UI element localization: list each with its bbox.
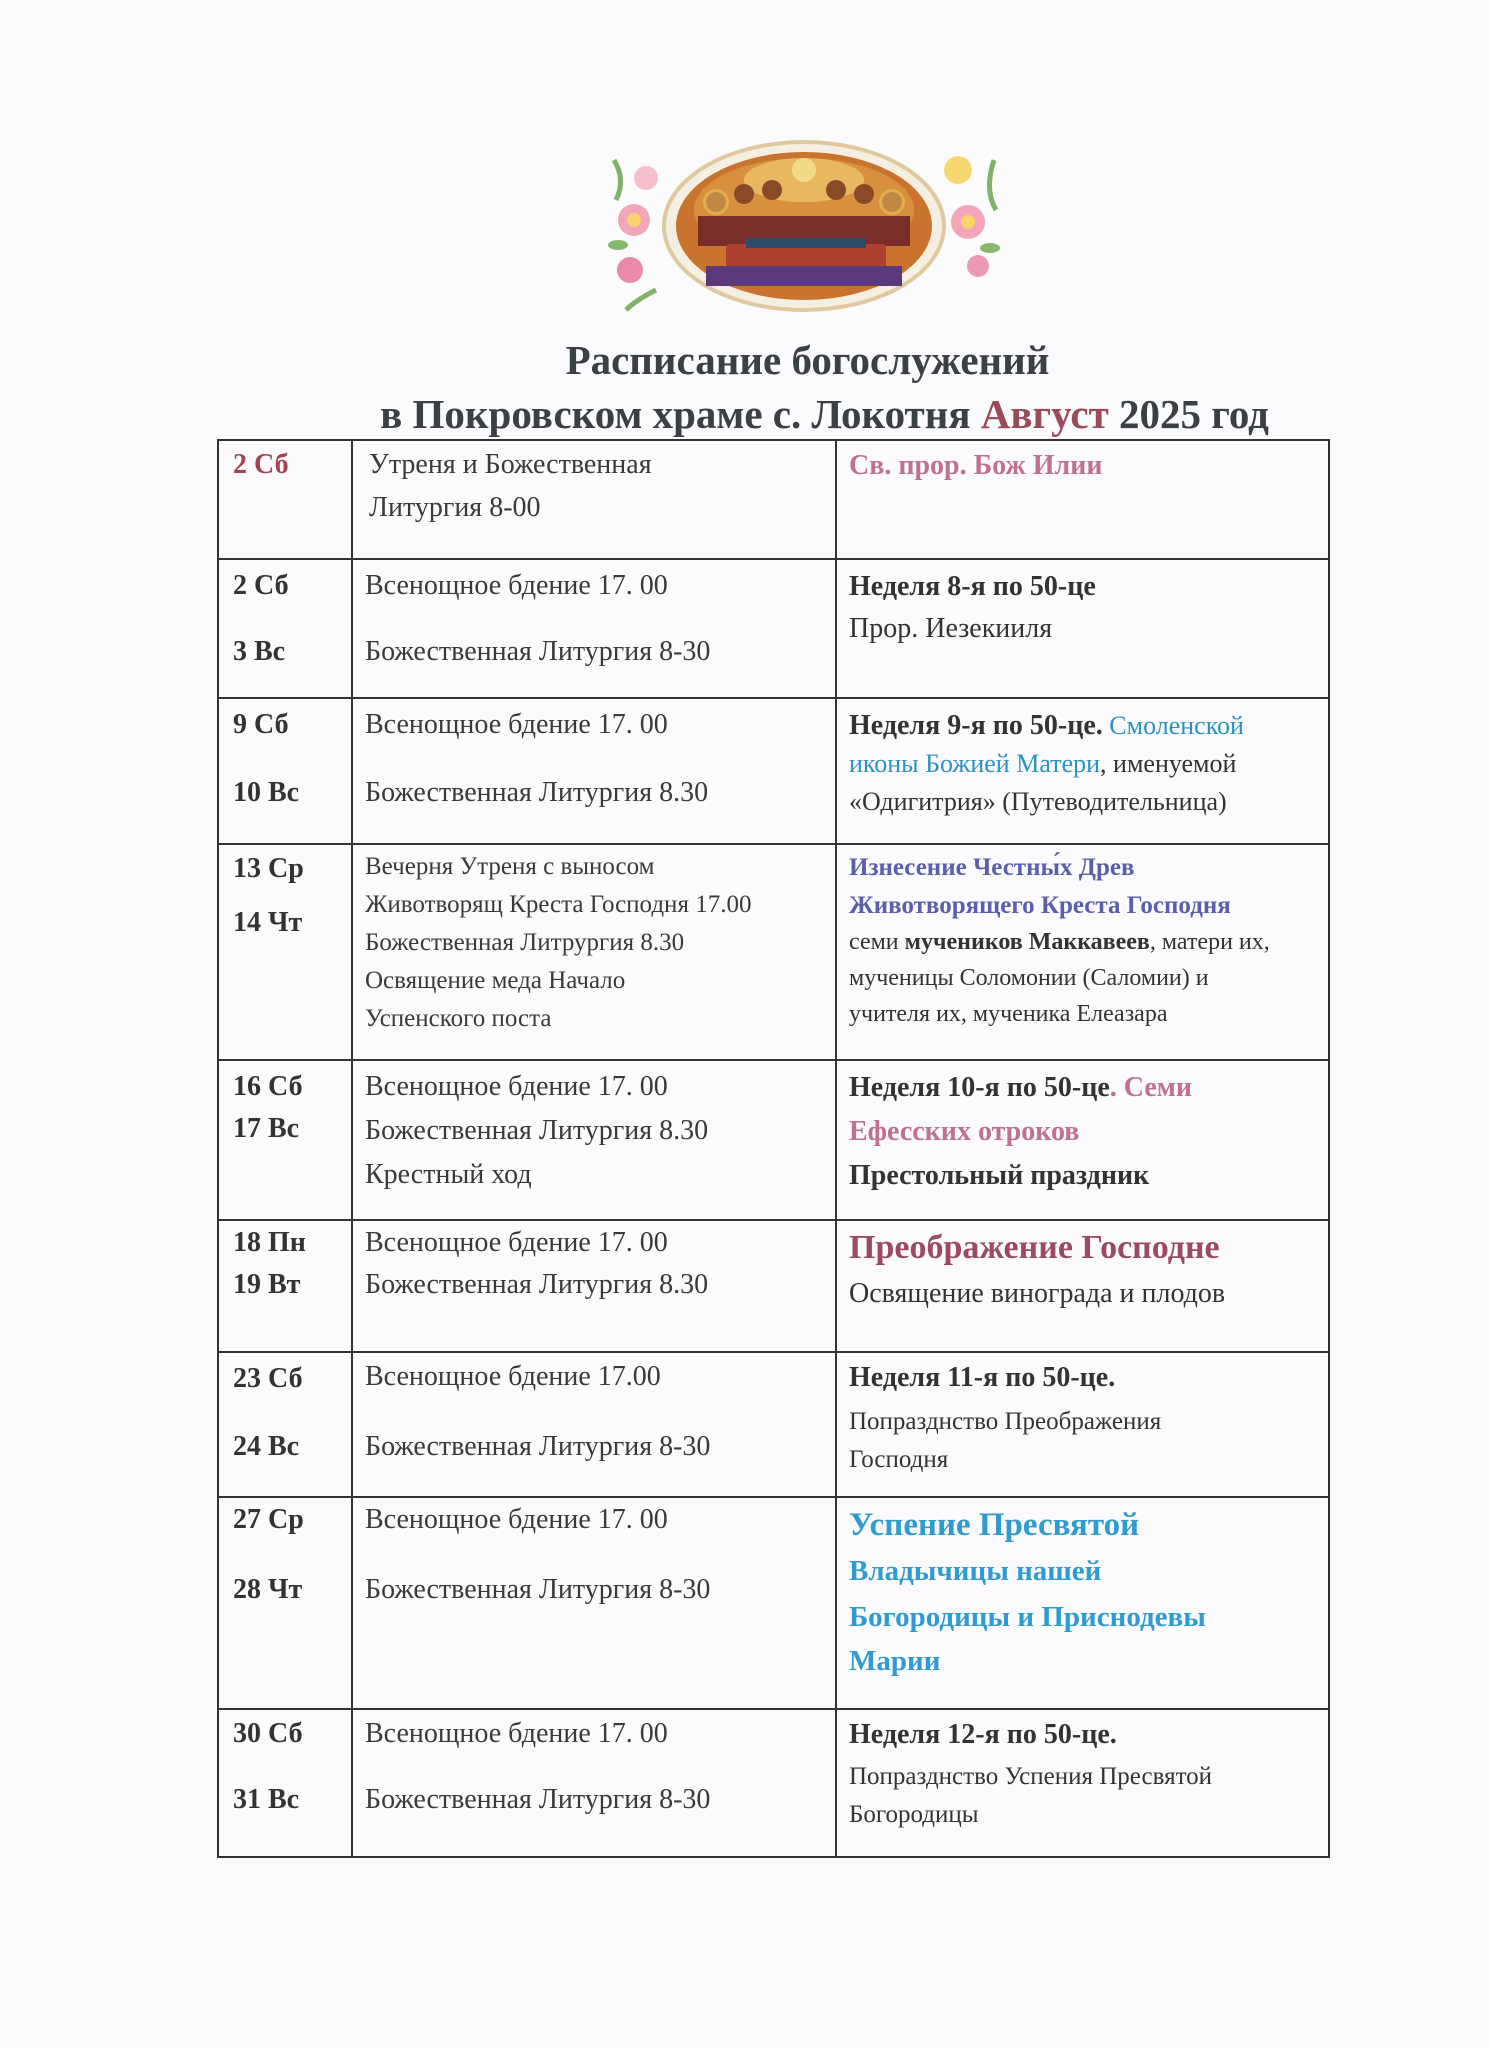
flowers-right-decoration [944, 156, 1000, 277]
feast-cell [837, 560, 1328, 697]
feast-cell [837, 1710, 1328, 1856]
feast-title: Неделя 8-я по 50-це [849, 571, 1096, 602]
service-line: Божественная Литургия 8-30 [365, 636, 711, 667]
feast-cell [837, 845, 1328, 1059]
date: 19 Вт [233, 1269, 301, 1300]
feast-detail [849, 923, 1320, 961]
date-cell [219, 845, 353, 1059]
service-cell [353, 1353, 837, 1496]
service-line: Всенощное бдение 17. 00 [365, 1071, 668, 1102]
date: 2 Сб [233, 449, 289, 480]
schedule-table [217, 439, 1330, 1858]
feast-title: Преображение Господне [849, 1229, 1220, 1266]
dormition-icon [606, 140, 1002, 318]
feast-detail: Попразднство Успения Пресвятой [849, 1763, 1213, 1790]
date-cell [219, 1221, 353, 1351]
date-cell [219, 1061, 353, 1219]
feast-detail: Освящение винограда и плодов [849, 1278, 1226, 1309]
service-line: Животворящ Креста Господня 17.00 [365, 891, 752, 918]
service-line: Всенощное бдение 17. 00 [365, 1718, 668, 1749]
feast-title: Неделя 11-я по 50-це. [849, 1362, 1116, 1393]
table-row [219, 441, 1328, 560]
service-line: Божественная Литургия 8-30 [365, 1431, 711, 1462]
month-name: Август [980, 391, 1109, 437]
service-line: Успенского поста [365, 1005, 552, 1032]
date-cell [219, 441, 353, 558]
feast-title: Владычицы нашей [849, 1555, 1102, 1587]
service-cell [353, 845, 837, 1059]
date: 30 Сб [233, 1718, 303, 1749]
feast-detail: , именуемой «Одигитрия» (Путеводительница) [849, 749, 1237, 816]
date: 3 Вс [233, 636, 286, 667]
date: 31 Вс [233, 1784, 300, 1815]
feast-detail-part: семи [849, 929, 905, 955]
service-line: Всенощное бдение 17.00 [365, 1361, 661, 1392]
service-cell [353, 1498, 837, 1708]
service-line: Божественная Литургия 8-30 [365, 1784, 711, 1815]
feast-detail: Попразднство Преображения [849, 1408, 1162, 1435]
feast-detail: мученицы Соломонии (Саломии) и [849, 965, 1209, 991]
date: 9 Сб [233, 709, 289, 740]
service-line: Божественная Литургия 8.30 [365, 1115, 709, 1146]
feast-title-part: . Семи [1109, 1072, 1192, 1103]
service-line: Божественная Литургия 8-30 [365, 1574, 711, 1605]
service-line: Освящение меда Начало [365, 967, 626, 994]
feast-icon-name: Смоленской иконы Божией Матери [849, 711, 1244, 778]
feast-title-part: Неделя 10-я по 50-це [849, 1072, 1110, 1103]
feast-text [849, 707, 1320, 821]
date-cell [219, 699, 353, 843]
table-row [219, 1061, 1328, 1221]
service-cell [353, 560, 837, 697]
date-cell [219, 1710, 353, 1856]
date: 18 Пн [233, 1227, 306, 1258]
table-row [219, 1498, 1328, 1710]
date: 27 Ср [233, 1504, 304, 1535]
service-line: Всенощное бдение 17. 00 [365, 709, 668, 740]
table-row [219, 699, 1328, 845]
feast-cell [837, 1498, 1328, 1708]
feast-detail: Прор. Иезекииля [849, 613, 1053, 644]
service-cell [353, 699, 837, 843]
feast-cell [837, 441, 1328, 558]
table-row [219, 845, 1328, 1061]
service-line: Утреня и Божественная [369, 449, 652, 480]
page-subtitle [80, 390, 1489, 438]
church-name: в Покровском храме с. Локотня [380, 391, 971, 437]
feast-cell [837, 1353, 1328, 1496]
service-cell [353, 1710, 837, 1856]
table-row [219, 1221, 1328, 1353]
service-line: Божественная Литургия 8.30 [365, 1269, 709, 1300]
date: 2 Сб [233, 570, 289, 601]
year: 2025 год [1118, 391, 1269, 437]
table-row [219, 1353, 1328, 1498]
service-line: Всенощное бдение 17. 00 [365, 570, 668, 601]
feast-title [849, 1069, 1320, 1107]
feast-title: Богородицы и Приснодевы [849, 1601, 1206, 1633]
feast-detail-bold: мучеников Маккавеев [904, 929, 1150, 955]
date: 23 Сб [233, 1363, 303, 1394]
date: 10 Вс [233, 777, 300, 808]
feast-title: Неделя 9-я по 50-це. [849, 710, 1103, 741]
feast-cell [837, 699, 1328, 843]
date: 24 Вс [233, 1431, 300, 1462]
date-cell [219, 1353, 353, 1496]
feast-detail-part: , матери их, [1149, 929, 1270, 955]
service-line: Божественная Литрургия 8.30 [365, 929, 685, 956]
service-cell [353, 1061, 837, 1219]
table-row [219, 1710, 1328, 1856]
feast-cell [837, 1221, 1328, 1351]
service-line: Всенощное бдение 17. 00 [365, 1227, 668, 1258]
feast-cell [837, 1061, 1328, 1219]
service-line: Литургия 8-00 [369, 492, 541, 523]
service-line: Вечерня Утреня с выносом [365, 853, 655, 880]
page-title: Расписание богослужений [565, 337, 1050, 383]
date-cell [219, 1498, 353, 1708]
date: 13 Ср [233, 853, 304, 884]
date: 14 Чт [233, 907, 303, 938]
service-line: Крестный ход [365, 1159, 532, 1190]
feast-saints: Ефесских отроков [849, 1116, 1080, 1147]
service-cell [353, 441, 837, 558]
date: 16 Сб [233, 1071, 303, 1102]
service-cell [353, 1221, 837, 1351]
table-row [219, 560, 1328, 699]
feast-title: Неделя 12-я по 50-це. [849, 1719, 1117, 1750]
feast-detail: Богородицы [849, 1801, 979, 1828]
date: 17 Вс [233, 1113, 300, 1144]
feast-title: Св. прор. Бож Илии [849, 450, 1103, 481]
patronal-feast: Престольный праздник [849, 1160, 1150, 1191]
feast-title: Животворящего Креста Господня [849, 892, 1231, 919]
feast-title: Изнесение Честны́х Древ [849, 854, 1135, 881]
feast-detail: Господня [849, 1446, 949, 1473]
flowers-left-decoration [608, 160, 658, 310]
feast-title: Успение Пресвятой [849, 1507, 1140, 1543]
date-cell [219, 560, 353, 697]
date: 28 Чт [233, 1574, 303, 1605]
service-line: Божественная Литургия 8.30 [365, 777, 709, 808]
feast-detail: учителя их, мученика Елеазара [849, 1001, 1168, 1027]
feast-title: Марии [849, 1645, 941, 1677]
service-line: Всенощное бдение 17. 00 [365, 1504, 668, 1535]
